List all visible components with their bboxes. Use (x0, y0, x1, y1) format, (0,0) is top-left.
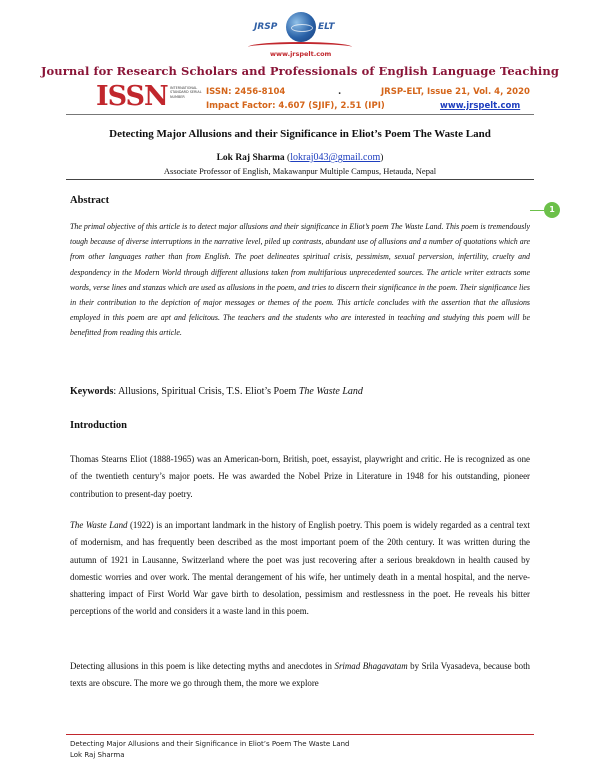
issn-logo-caption: INTERNATIONAL STANDARD SERIAL NUMBER (170, 86, 202, 99)
impact-factor: Impact Factor: 4.607 (SJIF), 2.51 (IPI) (206, 101, 385, 111)
affiliation-divider (66, 179, 534, 180)
issn-number: ISSN: 2456-8104 (206, 87, 286, 97)
abstract-text: The primal objective of this article is to detect major allusions and their significance in Eliot’s poem The Waste Land. This poem is tremendously tough because of diverse interruptions in the narrative level, piled up contrasts, abundant use of allusions and a number of quotations which are from other languages rather than from English. The poet delineates spiritual crisis, pessimism, sexual perversion, infertility, cruelty and despondency in the Modern World through different allusions taken from multifarious unprecedented sources. The article writer extracts some words, verse lines and stanzas which are used as allusions in the poem, and tries to discern their significance in the poem. Their significance lies in their contribution to the depiction of major messages or themes of the poem. This article concludes with the assertion that the allusions employed in this poem are apt and felicitous. The teachers and the students who are interested in teaching and studying this poem will be benefitted from reading this article. (70, 222, 530, 338)
logo-text-right: ELT (318, 22, 335, 32)
website-link[interactable]: www.jrspelt.com (440, 101, 521, 111)
issn-logo-letters: ISSN (96, 81, 168, 112)
keywords-list: : Allusions, Spiritual Crisis, T.S. Eliot’s Poem (113, 386, 299, 397)
keywords-italic: The Waste Land (298, 386, 363, 397)
author-name: Lok Raj Sharma (216, 153, 285, 163)
globe-icon (286, 12, 316, 42)
abstract-heading: Abstract (70, 195, 110, 206)
intro-paragraph-1: Thomas Stearns Eliot (1888-1965) was an American-born, British, poet, essayist, playwright and critic. He is recognized as one of the twentieth century’s major poets. He was awarded the Nobel Prize in Literature in 1948 for his outstanding, pioneer contribution to present-day poetry. (70, 454, 530, 499)
author-email-link[interactable]: lokraj043@gmail.com (290, 152, 381, 163)
footer-title: Detecting Major Allusions and their Significance in Eliot’s Poem The Waste Land (70, 740, 350, 748)
footer-author: Lok Raj Sharma (70, 751, 125, 759)
header-divider (66, 114, 534, 115)
footer-divider (66, 734, 534, 735)
intro-paragraph-3 (70, 658, 530, 693)
logo-url: www.jrspelt.com (270, 50, 332, 58)
journal-title: Journal for Research Scholars and Professionals of English Language Teaching (41, 64, 559, 78)
issn-logo (96, 81, 204, 112)
logo-text-left: JRSP (254, 22, 278, 32)
poem-title-italic: The Waste Land (70, 520, 128, 530)
bhagavatam-italic: Srimad Bhagavatam (334, 661, 408, 671)
email-open-paren: ( (284, 153, 291, 163)
author-line (0, 152, 600, 163)
issue-info: JRSP-ELT, Issue 21, Vol. 4, 2020 (381, 87, 530, 97)
journal-logo (248, 8, 352, 60)
header-dot: . (338, 87, 342, 97)
introduction-heading: Introduction (70, 420, 127, 431)
keywords (70, 386, 530, 397)
intro-paragraph-2-text: (1922) is an important landmark in the history of English poetry. This poem is widely regarded as a central text of modernism, and has frequently been described as the most important poem of the 20th century. It was written during the autumn of 1921 in Lausanne, Switzerland where the poet was just recovering after a serious breakdown in health caused by domestic worries and over work. The mental derangement of his wife, her untimely death in a mental hospital, and the nerve-shattering impact of First World War gave birth to desolation, pessimism and restlessness in the poet. He reveals his bitter perceptions of the world and considers it a waste land in this poem. (70, 520, 530, 617)
comment-badge[interactable]: 1 (544, 202, 560, 218)
keywords-label: Keywords (70, 386, 114, 397)
intro-paragraph-2 (70, 517, 530, 621)
intro-paragraph-3-end: by Srila Vyasadeva, because both texts are obscure. The more we go through them, the more we explore (70, 661, 530, 689)
paper-title: Detecting Major Allusions and their Significance in Eliot’s Poem The Waste Land (109, 128, 491, 140)
email-close-paren: ) (380, 153, 384, 163)
intro-paragraph-3-start: Detecting allusions in this poem is like detecting myths and anecdotes in (70, 661, 335, 671)
comment-connector (530, 210, 544, 211)
author-affiliation: Associate Professor of English, Makawanpur Multiple Campus, Hetauda, Nepal (163, 166, 437, 176)
